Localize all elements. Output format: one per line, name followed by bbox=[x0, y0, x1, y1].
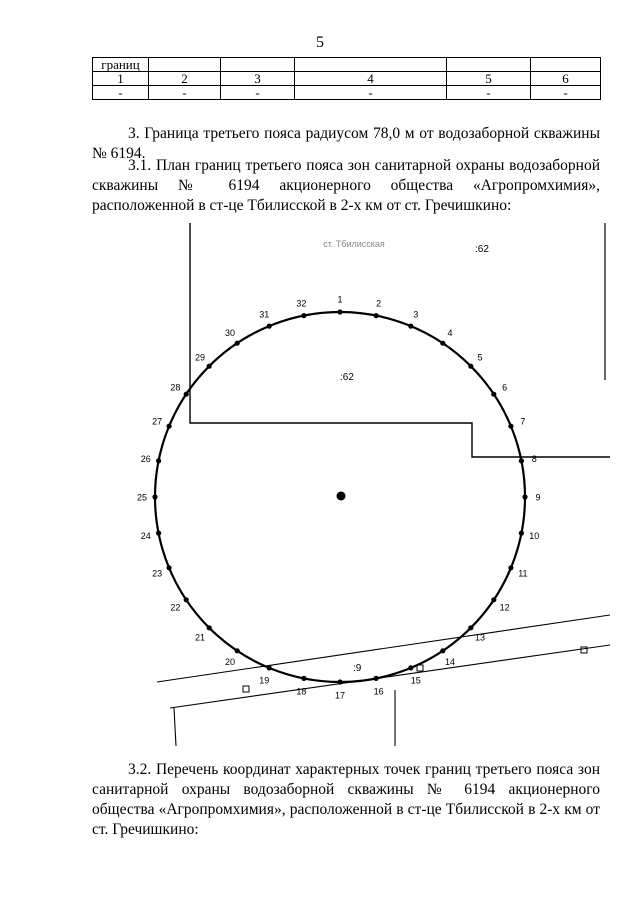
road-line-upper bbox=[157, 615, 610, 682]
table-header-cell: границ bbox=[93, 58, 149, 72]
table-column-numbers-row bbox=[93, 72, 601, 86]
boundary-point bbox=[184, 597, 189, 602]
table-header-cell bbox=[531, 58, 601, 72]
boundary-point bbox=[408, 324, 413, 329]
table-column-number: 1 bbox=[93, 72, 149, 86]
boundary-point-label: 25 bbox=[136, 492, 148, 503]
boundary-point-label: 16 bbox=[373, 686, 384, 697]
table-cell: - bbox=[531, 86, 601, 100]
boundary-point bbox=[167, 424, 172, 429]
table-cell: - bbox=[447, 86, 531, 100]
boundary-point bbox=[167, 565, 172, 570]
table-header-cell bbox=[295, 58, 447, 72]
parcel-62-boundary bbox=[190, 223, 610, 457]
boundary-point bbox=[508, 565, 513, 570]
paragraph-3-1: 3.1. План границ третьего пояса зон санитарной охраны водозаборной скважины № 6194 акционерного общества «Агропромхимия», расположенной в ст-це Тбилисской в 2-х км от ст. Гречишкино: bbox=[92, 157, 600, 214]
table-column-number: 6 bbox=[531, 72, 601, 86]
parcel-caption: ст. Тбилисская bbox=[323, 239, 385, 249]
road-line-lower bbox=[170, 645, 610, 708]
boundary-point bbox=[301, 313, 306, 318]
boundary-point-label: 20 bbox=[224, 657, 236, 668]
paragraph-3-2: 3.2. Перечень координат характерных точек границ третьего пояса зон санитарной охраны водозаборной скважины № 6194 акционерного общества «Агропромхимия», расположенной в ст-це Тбилисской в 2-х км от ст. Гречишкино: bbox=[92, 761, 600, 838]
well-marker bbox=[337, 492, 346, 501]
table-header-cell bbox=[447, 58, 531, 72]
boundary-point bbox=[468, 364, 473, 369]
boundary-point bbox=[337, 309, 342, 314]
boundary-point bbox=[184, 392, 189, 397]
boundary-point bbox=[508, 424, 513, 429]
boundary-point bbox=[408, 665, 413, 670]
parcel-label-top: :62 bbox=[475, 244, 489, 255]
boundary-point-label: 6 bbox=[502, 382, 508, 393]
boundary-point-label: 29 bbox=[194, 352, 206, 363]
parcel-label-inner: :62 bbox=[340, 372, 354, 383]
boundary-point-label: 3 bbox=[413, 309, 419, 320]
boundary-point bbox=[207, 625, 212, 630]
boundary-point-label: 23 bbox=[152, 568, 163, 579]
parcel-9-left-edge bbox=[174, 708, 176, 746]
boundary-point bbox=[519, 458, 524, 463]
boundary-point-label: 5 bbox=[477, 352, 483, 363]
boundary-point bbox=[468, 625, 473, 630]
boundary-point bbox=[152, 494, 157, 499]
boundary-point-label: 22 bbox=[170, 602, 181, 613]
boundary-point-label: 11 bbox=[518, 568, 528, 579]
boundary-point bbox=[374, 313, 379, 318]
table-header-cell bbox=[221, 58, 295, 72]
boundary-point bbox=[267, 324, 272, 329]
page-number: 5 bbox=[316, 34, 324, 51]
table-cell: - bbox=[221, 86, 295, 100]
boundary-point bbox=[267, 665, 272, 670]
boundary-point bbox=[440, 648, 445, 653]
boundary-point bbox=[491, 392, 496, 397]
boundary-point-label: 24 bbox=[140, 531, 151, 542]
table-row bbox=[93, 86, 601, 100]
boundary-point-label: 7 bbox=[520, 416, 526, 427]
boundary-point bbox=[374, 676, 379, 681]
boundary-point bbox=[207, 364, 212, 369]
table-column-number: 5 bbox=[447, 72, 531, 86]
parcel-label-bottom: :9 bbox=[353, 663, 362, 674]
boundary-point bbox=[440, 341, 445, 346]
boundary-point-label: 17 bbox=[334, 690, 346, 701]
boundary-point-label: 1 bbox=[337, 294, 343, 305]
boundary-point bbox=[156, 531, 161, 536]
boundary-point bbox=[491, 597, 496, 602]
boundary-point bbox=[301, 676, 306, 681]
boundary-point bbox=[156, 458, 161, 463]
table-header-row bbox=[93, 58, 601, 72]
boundary-point-label: 14 bbox=[444, 657, 456, 668]
boundary-point-label: 15 bbox=[410, 675, 421, 686]
boundary-point-label: 12 bbox=[499, 602, 510, 613]
table-cell: - bbox=[295, 86, 447, 100]
boundary-point-label: 10 bbox=[529, 531, 540, 542]
table-column-number: 3 bbox=[221, 72, 295, 86]
boundary-point-label: 27 bbox=[152, 416, 163, 427]
boundary-marker bbox=[243, 686, 249, 692]
boundary-point bbox=[337, 679, 342, 684]
boundary-point-label: 2 bbox=[376, 298, 382, 309]
boundary-point-label: 30 bbox=[224, 327, 236, 338]
boundary-point-label: 21 bbox=[194, 632, 206, 643]
boundary-point bbox=[519, 531, 524, 536]
boundary-plan-map bbox=[92, 220, 610, 746]
boundary-point-label: 9 bbox=[535, 492, 541, 503]
boundary-point-label: 28 bbox=[170, 382, 181, 393]
table-header-cell bbox=[149, 58, 221, 72]
table-column-number: 4 bbox=[295, 72, 447, 86]
boundary-point-label: 8 bbox=[531, 453, 537, 464]
boundary-point bbox=[522, 494, 527, 499]
boundary-point-label: 31 bbox=[259, 309, 270, 320]
table-cell: - bbox=[149, 86, 221, 100]
boundary-point bbox=[235, 648, 240, 653]
boundary-point-label: 18 bbox=[296, 686, 307, 697]
carryover-table bbox=[92, 57, 601, 100]
boundary-point bbox=[235, 341, 240, 346]
boundary-point-label: 19 bbox=[259, 675, 270, 686]
boundary-point-label: 32 bbox=[296, 298, 307, 309]
boundary-point-label: 13 bbox=[474, 632, 486, 643]
boundary-point-label: 4 bbox=[447, 327, 453, 338]
table-column-number: 2 bbox=[149, 72, 221, 86]
table-cell: - bbox=[93, 86, 149, 100]
boundary-point-label: 26 bbox=[140, 453, 151, 464]
paragraph-3: 3. Граница третьего пояса радиусом 78,0 м от водозаборной скважины № 6194. bbox=[92, 125, 600, 162]
